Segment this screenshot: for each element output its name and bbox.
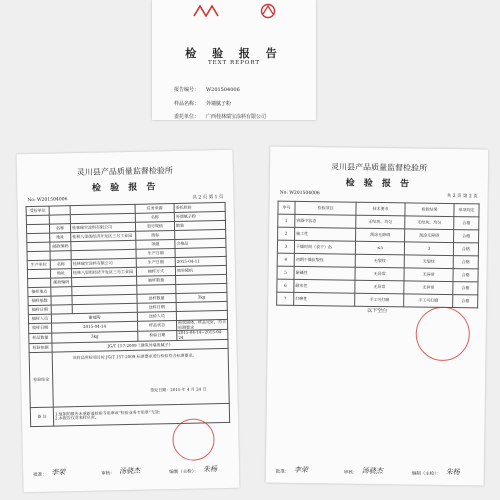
inspection-seal-icon [172,418,215,461]
table-row: 2 施工性 刮涂无障碍 刮涂无障碍 合格 [278,227,479,243]
cal-logo-icon [254,3,282,19]
table-row: 6 耐水性 无异常 无异常 合格 [277,279,478,295]
table-header-row: 序号 检验项目 技术要求 检验结果 单项判定 [278,201,479,217]
blank-note: 以下空白 [367,307,388,315]
table-row: 3 干燥时间（表干）/h ≤5 3 合格 [277,240,478,256]
conclusion-row [29,348,229,407]
institution-name: 灵川县产品质量监督检验所 [76,166,173,178]
cover-line-client: 委托单位： 广西桂林瑞宝涂料有限公司 [174,114,267,120]
table-row: 收样日期 2015-04-14 样品状态 粉状固体，样品完好，符合检测要求 [29,319,228,333]
sample-info-table [26,202,231,427]
table-row: 名称 外墙腻子粉 [26,211,225,224]
approve-label: 批准： [275,469,290,475]
table-row: 样品数量 3kg 检验日期 2015-04-14~2015-04-24 [29,329,228,343]
cover-line-sample: 样品名称： 外墙腻子粉 [174,101,232,107]
cover-line-report-no: 报告编号： W201504006 [174,87,240,93]
conclusion-text: 该样品所检项目按 JG/T 157-2009 标准要求进行检验符合标准要求。 [72,352,197,361]
issue-date: 签发日期：2015 年 4 月 24 日 [150,386,207,393]
cover-title: 检 验 报 告 [185,47,283,60]
remark-label: 备 注 [30,407,53,426]
table-row: 抽样人员 谢福陶 送检人员 [28,310,227,323]
table-row: 生产日期 [27,247,226,260]
institution-name: 灵川县产品质量监督检验所 [331,162,428,173]
remark-text: 1.复制的报告未重新盖检验专用章或“检验业务专用章”无效； 2.本报告仅对来样负责。 [53,403,229,426]
test-results-table [276,201,479,309]
edit-label: 编制（主检）： [411,471,442,477]
review-label: 审核： [101,471,115,477]
review-signature: 汤骁杰 [119,466,141,476]
report-number: No: W201504006 [27,197,68,204]
table-row: 4 初期干燥抗裂性 无裂纹 无裂纹 合格 [277,253,478,269]
review-signature: 汤骁杰 [361,466,383,476]
report-title: 检 验 报 告 [345,178,413,190]
table-row: 名称 桂林瑞宝涂料有限公司 型号规格 散装 [26,220,225,233]
cover-page [152,0,316,120]
table-row: 邮政编码 抽样数量 [28,274,227,287]
table-row: 1 容器中状态 无结块、均匀 无结块、均匀 合格 [278,214,479,230]
table-row: 5 耐碱性 无异常 无异常 合格 [277,266,478,282]
report-page-2 [266,146,489,485]
edit-signature: 朱杨 [445,467,460,477]
report-title: 检 验 报 告 [91,182,159,194]
table-row: 地址 桂林八里街经济开发区三号工业园 抽样方式 简单随机 [27,265,226,278]
approve-signature: 李荣 [293,465,308,475]
approve-signature: 李荣 [51,468,66,477]
review-label: 审核： [343,470,358,476]
table-row: 检验依据 JG/T 157-2009《建筑外墙用腻子》 [29,339,228,352]
report-page-1 [16,150,239,492]
table-row: 受检单位 任务来源 委托检验 [26,202,225,215]
table-row: 抽样基数 送样数量 3kg [28,292,227,305]
table-row: 抽样地点 [28,283,227,296]
table-row: 抽样日期 送样日期 [28,301,227,314]
conclusion-label: 检验结论 [29,352,53,407]
approve-label: 批准： [33,472,47,479]
table-row: 地址 桂林八里街经济开发区三号工业园 商标 [27,229,226,242]
edit-label: 编制（主检）： [169,469,199,476]
edit-signature: 朱杨 [203,465,218,474]
page-number: 共 2 页 第 1 页 [192,194,224,201]
inspection-seal-icon [415,307,470,362]
table-row: 7 打磨性 手工可打磨 手工可打磨 合格 [277,292,478,308]
report-number: No: W201504006 [279,190,320,197]
table-row: 邮政编码 等级 合格品 [27,238,226,251]
cma-logo-icon [192,3,220,19]
cover-subtitle: TEXT REPORT [207,60,261,66]
table-row: 生产单位 名称 桂林瑞宝涂料有限公司 生产日期 2015-04-11 [27,256,226,269]
page-number: 共 2 页 第 2 页 [446,193,478,200]
cover-logos [192,3,282,21]
